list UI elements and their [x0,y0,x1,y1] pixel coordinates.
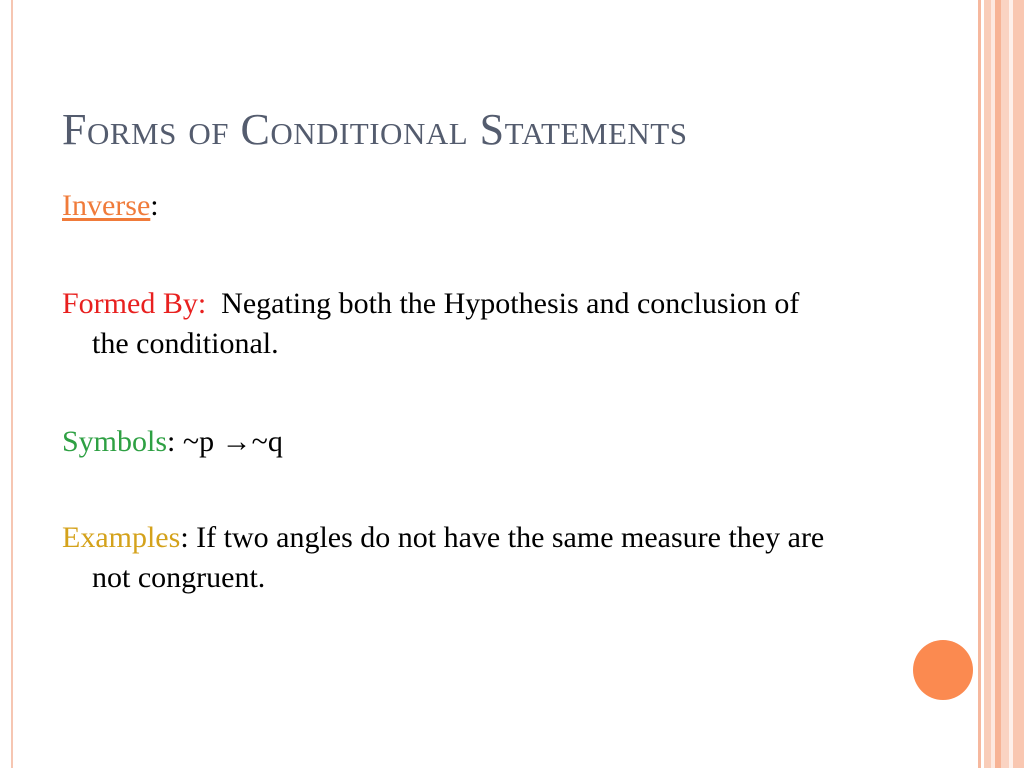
slide-title: Forms of Conditional Statements [62,105,688,154]
formed-by-label: Formed By: [62,287,207,320]
right-stripe [978,0,981,768]
inverse-term: Inverse [62,189,151,222]
right-stripe [1013,0,1024,768]
formed-by-paragraph [62,284,842,364]
formed-by-text: Negating both the Hypothesis and conclusion of the conditional. [92,287,800,360]
right-stripe [1001,0,1009,768]
symbols-label: Symbols [62,425,168,458]
examples-paragraph [62,518,842,598]
examples-label: Examples [62,521,181,554]
examples-text: : If two angles do not have the same measure they are not congruent. [92,521,825,594]
decorative-circle [913,640,973,700]
symbols-text: : ~p →~q [167,425,283,458]
inverse-line [62,186,842,226]
left-border-line [11,0,13,768]
inverse-colon: : [150,189,159,222]
symbols-paragraph [62,422,842,462]
slide-content [62,186,842,656]
right-stripe [984,0,991,768]
